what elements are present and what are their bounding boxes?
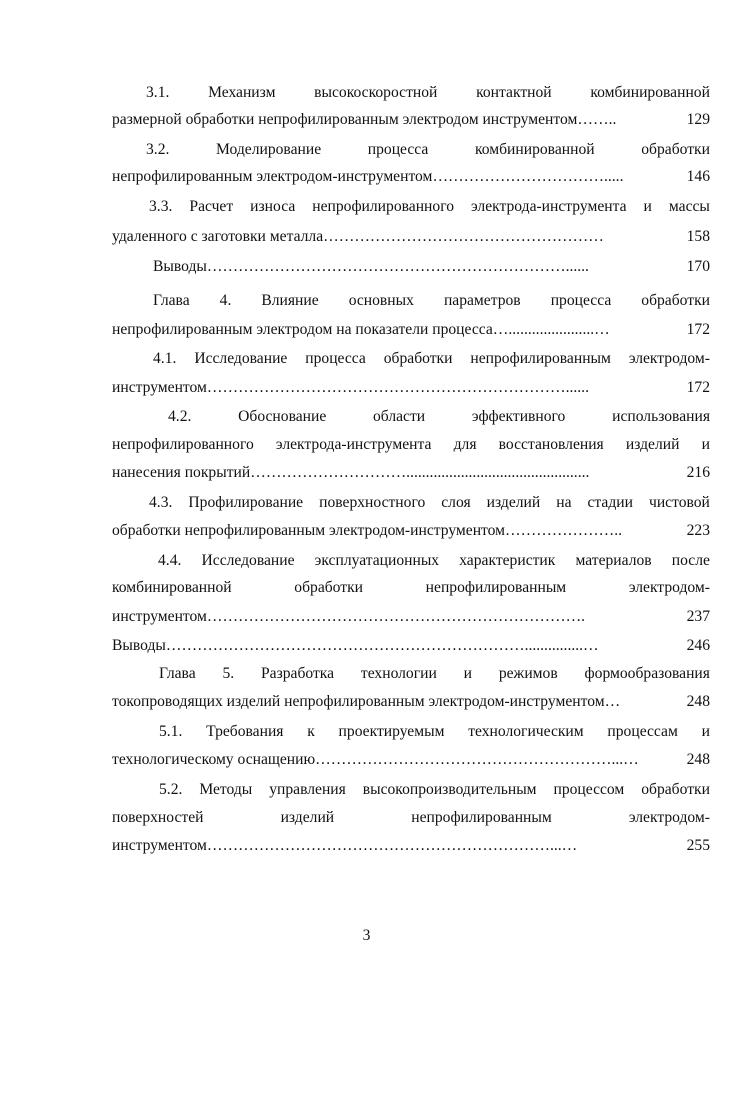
word: процессом: [553, 781, 625, 798]
page-ref: 170: [686, 258, 710, 275]
word: области: [373, 408, 426, 425]
word: непрофилированного: [112, 436, 254, 453]
toc-entry-conclusions-4: [112, 636, 710, 656]
word: высокопроизводительным: [362, 781, 537, 798]
word: непрофилированным: [411, 809, 552, 826]
word: режимов: [498, 665, 558, 682]
word: электрода-инструмента: [275, 436, 432, 453]
word: 5.1.: [159, 723, 183, 740]
dot-leader: …......................…: [492, 321, 610, 338]
word: чистовой: [648, 494, 710, 511]
word: 4.2.: [168, 408, 192, 425]
word: формообразования: [584, 665, 710, 682]
entry-title: токопроводящих изделий непрофилированным электродом-инструментом: [112, 693, 605, 710]
entry-title: Выводы: [153, 258, 207, 275]
entry-title: размерной обработки непрофилированным электродом инструментом: [112, 111, 578, 128]
toc-entry-4-1-line1: [153, 349, 710, 369]
word: процесса: [305, 350, 366, 367]
word: обработки: [383, 350, 453, 367]
dot-leader: ……………………………………………………………......: [206, 258, 589, 275]
word: и: [701, 436, 710, 453]
page-ref: 246: [686, 637, 710, 654]
word: обработки: [294, 579, 364, 596]
entry-title: инструментом: [112, 837, 207, 854]
page-ref: 129: [686, 111, 710, 128]
word: 4.1.: [153, 350, 177, 367]
word: технологии: [360, 665, 437, 682]
word: 5.2.: [159, 781, 183, 798]
toc-entry-3-2-line1: [146, 140, 710, 160]
word: материалов: [575, 552, 652, 569]
dot-leader: ……………………………………………………………….: [206, 608, 586, 625]
word: и: [643, 198, 652, 215]
entry-title: непрофилированным электродом на показатели процесса: [112, 321, 493, 338]
word: на: [556, 494, 572, 511]
word: 3.3.: [149, 198, 173, 215]
entry-title: удаленного с заготовки металла: [112, 228, 324, 245]
word: изделий: [625, 436, 680, 453]
toc-entry-5-2-line1: [159, 780, 710, 800]
word: высокоскоростной: [314, 84, 438, 101]
page-ref: 146: [686, 168, 710, 185]
toc-entry-4-3-line2: [112, 521, 710, 541]
toc-entry-4-1-line2: [112, 378, 710, 398]
word: комбинированной: [112, 579, 232, 596]
page-ref: 255: [686, 837, 710, 854]
word: комбинированной: [474, 141, 595, 158]
toc-chapter-4-line1: [153, 291, 710, 311]
toc-entry-4-2-line1: [168, 407, 710, 427]
word: Разработка: [260, 665, 335, 682]
dot-leader: …………………………………………………………...…: [206, 837, 578, 854]
word: эксплуатационных: [314, 552, 440, 569]
word: Глава: [159, 665, 196, 682]
toc-entry-4-3-line1: [149, 493, 710, 513]
toc-entry-5-2-line3: [112, 836, 710, 856]
word: Влияние: [261, 292, 319, 309]
entry-title: инструментом: [112, 608, 207, 625]
dot-leader: …………………………….....: [432, 168, 624, 185]
word: процессам: [607, 723, 678, 740]
toc-entry-3-1-line1: [146, 83, 710, 103]
word: непрофилированным: [470, 350, 611, 367]
word: для: [453, 436, 477, 453]
dot-leader: …: [604, 693, 621, 710]
dot-leader: ………………………………………………: [323, 228, 604, 245]
toc-entry-3-3-line1: [149, 197, 710, 217]
toc-entry-4-2-line2: [112, 435, 710, 455]
toc-entry-conclusions-3: [153, 257, 710, 277]
entry-title: инструментом: [112, 379, 207, 396]
toc-entry-3-3-line2: [112, 227, 710, 247]
word: Требования: [206, 723, 284, 740]
page-ref: 172: [686, 321, 710, 338]
word: и: [463, 665, 473, 682]
word: Исследование: [201, 552, 295, 569]
word: комбинированной: [590, 84, 710, 101]
entry-title: непрофилированным электродом-инструментом: [112, 168, 433, 185]
word: и: [701, 723, 710, 740]
word: восстановления: [498, 436, 604, 453]
word: 4.: [219, 292, 232, 309]
word: Глава: [153, 292, 190, 309]
word: непрофилированным: [425, 579, 567, 596]
page-ref: 216: [686, 464, 710, 481]
word: к: [307, 723, 315, 740]
word: проектируемым: [338, 723, 445, 740]
toc-entry-4-4-line2: [112, 578, 710, 598]
toc-chapter-4-line2: [112, 320, 710, 340]
word: Расчет: [189, 198, 234, 215]
toc-entry-4-4-line1: [158, 551, 710, 571]
dot-leader: …………………..: [505, 522, 622, 539]
page-number: 3: [362, 927, 371, 944]
word: Обоснование: [238, 408, 327, 425]
word: Профилирование: [188, 494, 304, 511]
entry-title: нанесения покрытий: [112, 464, 251, 481]
word: поверхностного: [319, 494, 426, 511]
word: процесса: [550, 292, 612, 309]
word: 5.: [222, 665, 235, 682]
word: электродом-: [628, 579, 710, 596]
word: изделий: [280, 809, 335, 826]
toc-chapter-5-line1: [159, 664, 710, 684]
dot-leader: …………………………………………………...…: [315, 751, 639, 768]
word: эффективного: [471, 408, 566, 425]
word: Методы: [199, 781, 253, 798]
word: параметров: [443, 292, 521, 309]
toc-chapter-5-line2: [112, 692, 710, 712]
word: изделий: [486, 494, 541, 511]
toc-entry-5-1-line2: [112, 750, 710, 770]
word: управления: [269, 781, 346, 798]
word: электрода-инструмента: [471, 198, 627, 215]
word: характеристик: [459, 552, 556, 569]
word: 4.4.: [158, 552, 182, 569]
entry-title: Выводы: [112, 637, 166, 654]
word: процесса: [367, 141, 429, 158]
word: износа: [250, 198, 296, 215]
word: электродом-: [628, 809, 710, 826]
entry-title: обработки непрофилированным электродом-инструментом: [112, 522, 506, 539]
dot-leader: ……………………………………………………………...............…: [165, 637, 599, 654]
word: электродом-: [628, 350, 710, 367]
word: стадии: [587, 494, 633, 511]
page-ref: 172: [686, 379, 710, 396]
dot-leader: …………………………...............................................: [250, 464, 590, 481]
dot-leader: ……………………………………………………………......: [206, 379, 589, 396]
word: основных: [348, 292, 414, 309]
word: поверхностей: [112, 809, 204, 826]
toc-entry-5-1-line1: [159, 722, 710, 742]
page-ref: 248: [686, 751, 710, 768]
word: 4.3.: [149, 494, 173, 511]
page-ref: 223: [686, 522, 710, 539]
toc-entry-3-2-line2: [112, 167, 710, 187]
page-ref: 237: [686, 608, 710, 625]
word: массы: [668, 198, 710, 215]
word: обработки: [641, 141, 710, 158]
word: использования: [612, 408, 710, 425]
toc-entry-4-2-line3: [112, 463, 710, 483]
page-ref: 248: [686, 693, 710, 710]
word: 3.1.: [146, 84, 170, 101]
toc-entry-4-4-line3: [112, 607, 710, 627]
word: обработки: [641, 292, 710, 309]
word: Механизм: [208, 84, 276, 101]
word: после: [671, 552, 710, 569]
word: непрофилированного: [312, 198, 454, 215]
toc-entry-3-1-line2: [112, 110, 710, 130]
word: обработки: [641, 781, 710, 798]
page-ref: 158: [686, 228, 710, 245]
word: технологическим: [468, 723, 584, 740]
word: 3.2.: [146, 141, 170, 158]
word: Моделирование: [216, 141, 322, 158]
dot-leader: ……..: [577, 111, 617, 128]
word: слоя: [441, 494, 471, 511]
word: контактной: [476, 84, 552, 101]
entry-title: технологическому оснащению: [112, 751, 316, 768]
toc-entry-5-2-line2: [112, 808, 710, 828]
word: Исследование: [194, 350, 288, 367]
